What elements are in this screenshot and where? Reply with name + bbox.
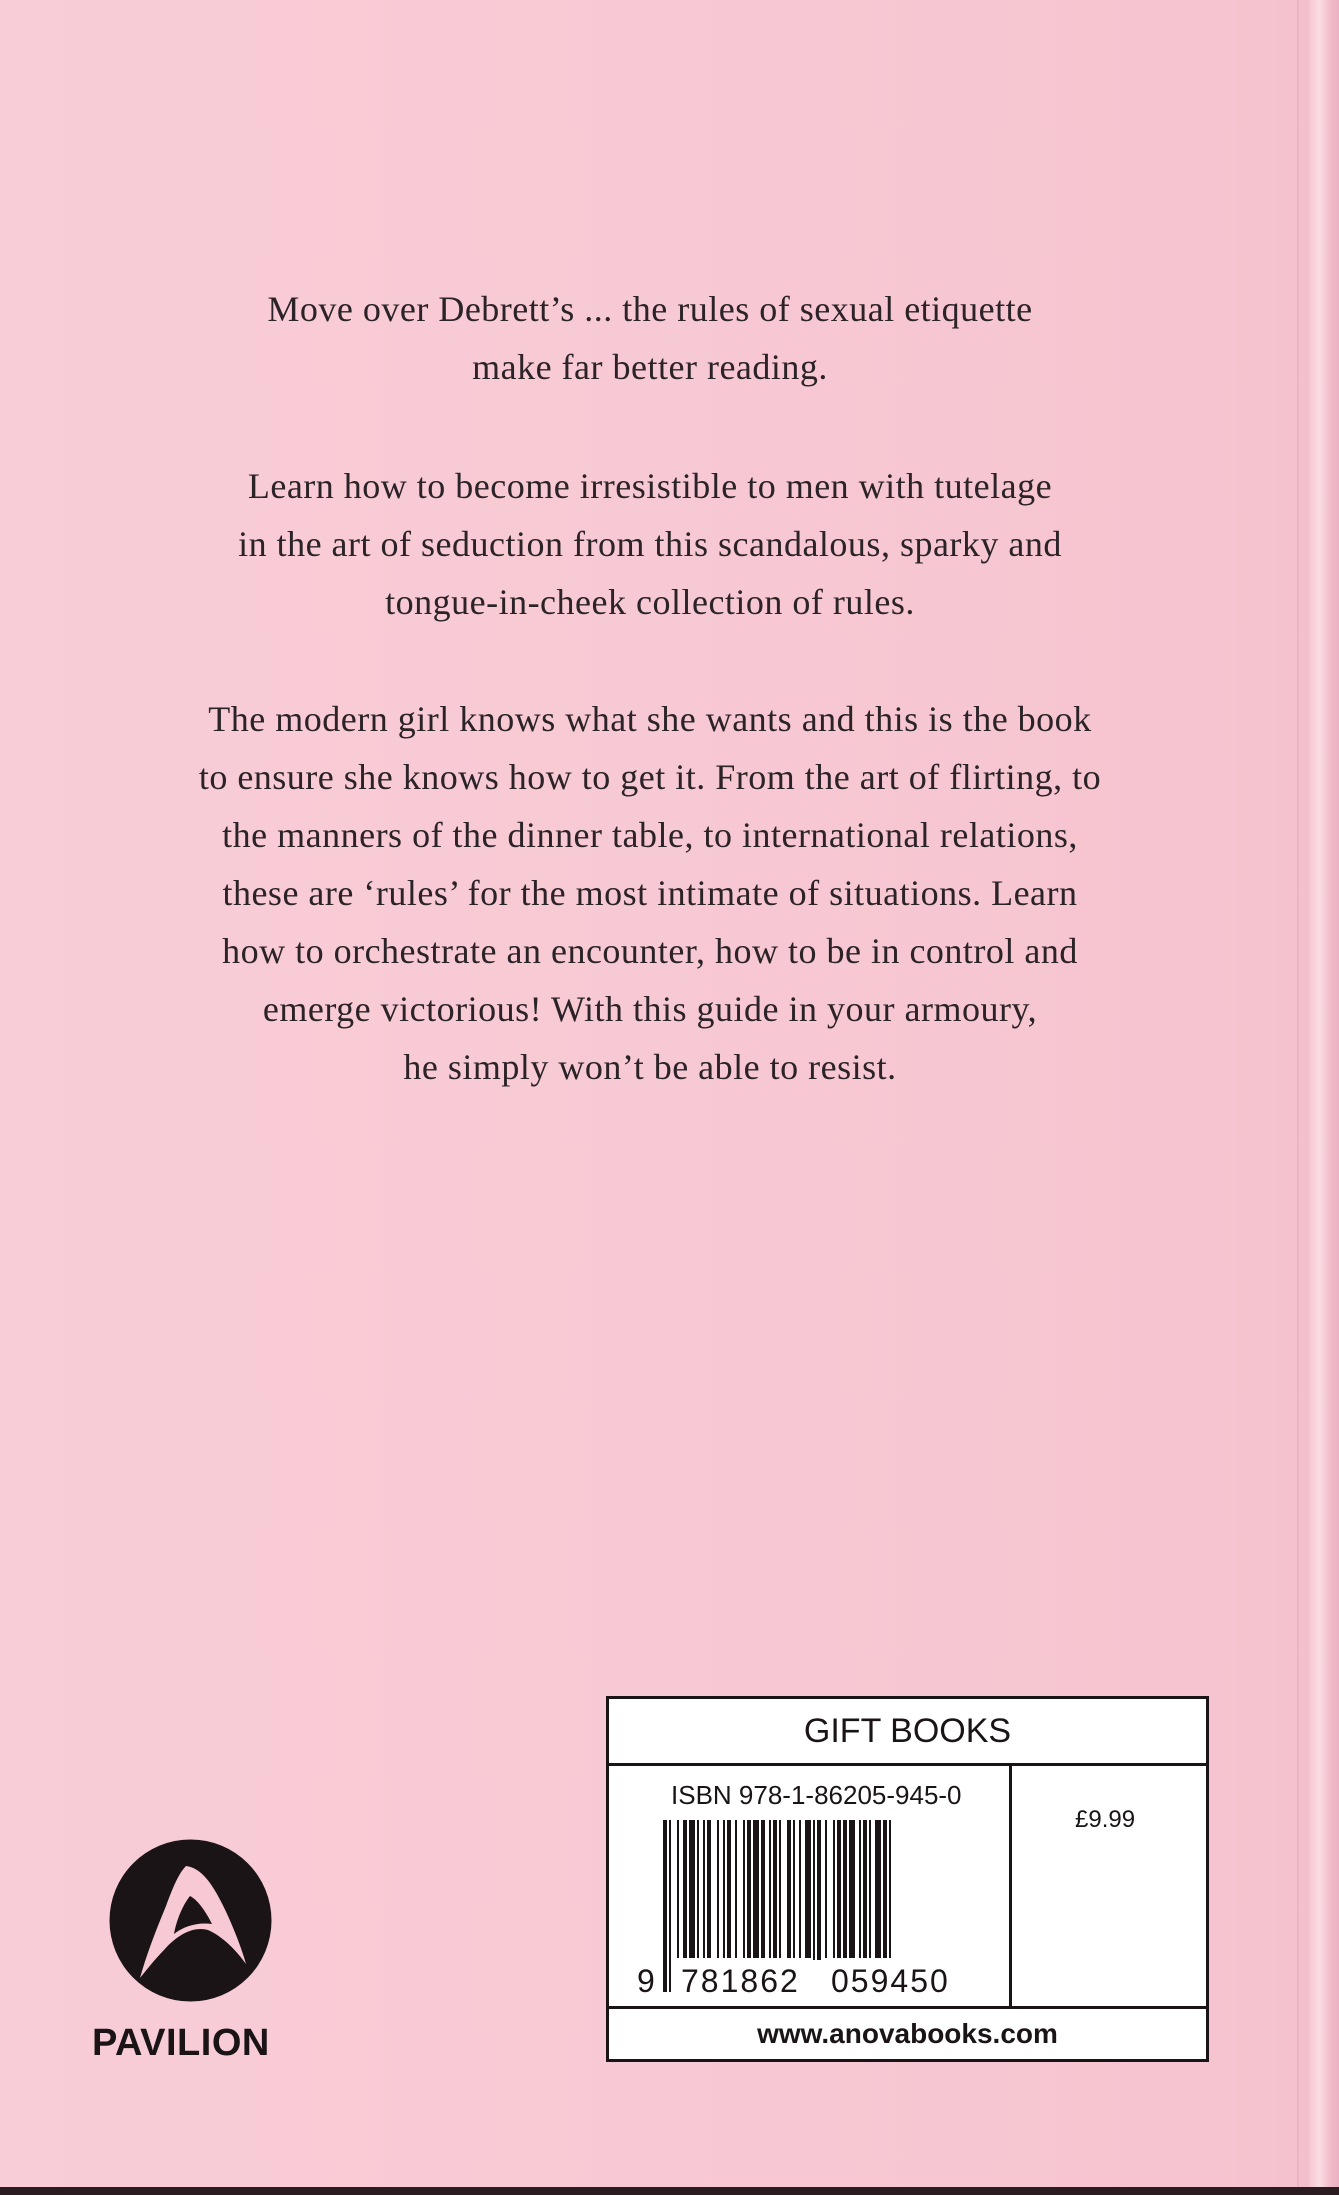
barcode-bar (707, 1820, 711, 1960)
blurb-line: to ensure she knows how to get it. From the art of flirting, to (198, 757, 1102, 797)
spine-edge (1309, 0, 1339, 2195)
price-label: £9.99 (1075, 1806, 1136, 1833)
barcode-bar (883, 1820, 887, 1960)
pavilion-logo-icon (108, 1838, 273, 2003)
barcode-bar (723, 1820, 725, 1960)
barcode-bar (753, 1820, 759, 1960)
barcode-bar (787, 1820, 791, 1960)
spine-crease (1297, 0, 1299, 2195)
blurb-line: Learn how to become irresistible to men with tutelage (247, 466, 1053, 506)
blurb-line: tongue-in-cheek collection of rules. (385, 582, 915, 622)
barcode-bar (817, 1820, 821, 1960)
barcode-bar (677, 1820, 679, 1960)
blurb-line: these are ‘rules’ for the most intimate of situations. Learn (222, 873, 1078, 913)
barcode-bar (683, 1820, 687, 1960)
box-divider (1009, 1766, 1012, 2006)
blurb-line: Move over Debrett’s ... the rules of sexual etiquette (267, 289, 1033, 329)
blurb-line: how to orchestrate an encounter, how to be in control and (222, 931, 1078, 971)
price-box (606, 1696, 1209, 2062)
barcode-bar (837, 1820, 841, 1960)
blurb-line: The modern girl knows what she wants and this is the book (208, 699, 1092, 739)
barcode-bar (849, 1820, 855, 1960)
blurb-paragraph-2 (90, 457, 1210, 631)
blurb-line: he simply won’t be able to resist. (403, 1047, 897, 1087)
barcode-bar (869, 1820, 871, 1960)
barcode-bar (697, 1820, 699, 1960)
blurb-line: in the art of seduction from this scandalous, sparky and (238, 524, 1062, 564)
blurb-line: emerge victorious! With this guide in your armoury, (262, 989, 1038, 1029)
barcode-bar (825, 1820, 827, 1960)
blurb-paragraph-1 (90, 280, 1210, 396)
blurb-line: make far better reading. (472, 347, 828, 387)
blurb-paragraph-3 (90, 690, 1210, 1096)
barcode-bar (743, 1820, 745, 1960)
barcode-bar (663, 1820, 667, 1992)
barcode-bar (669, 1820, 671, 1992)
cover-bottom-edge (0, 2187, 1339, 2195)
barcode-bar (793, 1820, 795, 1960)
website-label: www.anovabooks.com (757, 2018, 1058, 2049)
barcode-bar (689, 1820, 695, 1960)
barcode-bar (735, 1820, 737, 1960)
barcode-bar (703, 1820, 705, 1960)
blurb-line: the manners of the dinner table, to international relations, (222, 815, 1078, 855)
barcode-bar (717, 1820, 719, 1960)
barcode-bar (761, 1820, 765, 1960)
barcode-bar (813, 1820, 815, 1960)
barcode-bar (889, 1820, 891, 1960)
isbn-text: ISBN 978-1-86205-945-0 (671, 1780, 962, 1810)
barcode-bar (875, 1820, 881, 1960)
barcode-bar (859, 1820, 861, 1960)
barcode-bar (747, 1820, 751, 1960)
barcode-bar (805, 1820, 811, 1960)
barcode-bar (727, 1820, 731, 1960)
barcode-digits-group1: 781862 (681, 1963, 800, 1999)
barcode-section (609, 1766, 1206, 2009)
barcode-bar (799, 1820, 801, 1960)
barcode-digit-first: 9 (637, 1963, 655, 1999)
barcode-digits-group2: 059450 (831, 1963, 950, 1999)
barcode-bar (843, 1820, 847, 1960)
barcode (635, 1816, 995, 2001)
publisher-name: PAVILION (92, 2022, 270, 2064)
barcode-bar (833, 1820, 835, 1960)
barcode-bar (863, 1820, 867, 1960)
barcode-bar (769, 1820, 771, 1960)
category-label: GIFT BOOKS (609, 1699, 1206, 1766)
